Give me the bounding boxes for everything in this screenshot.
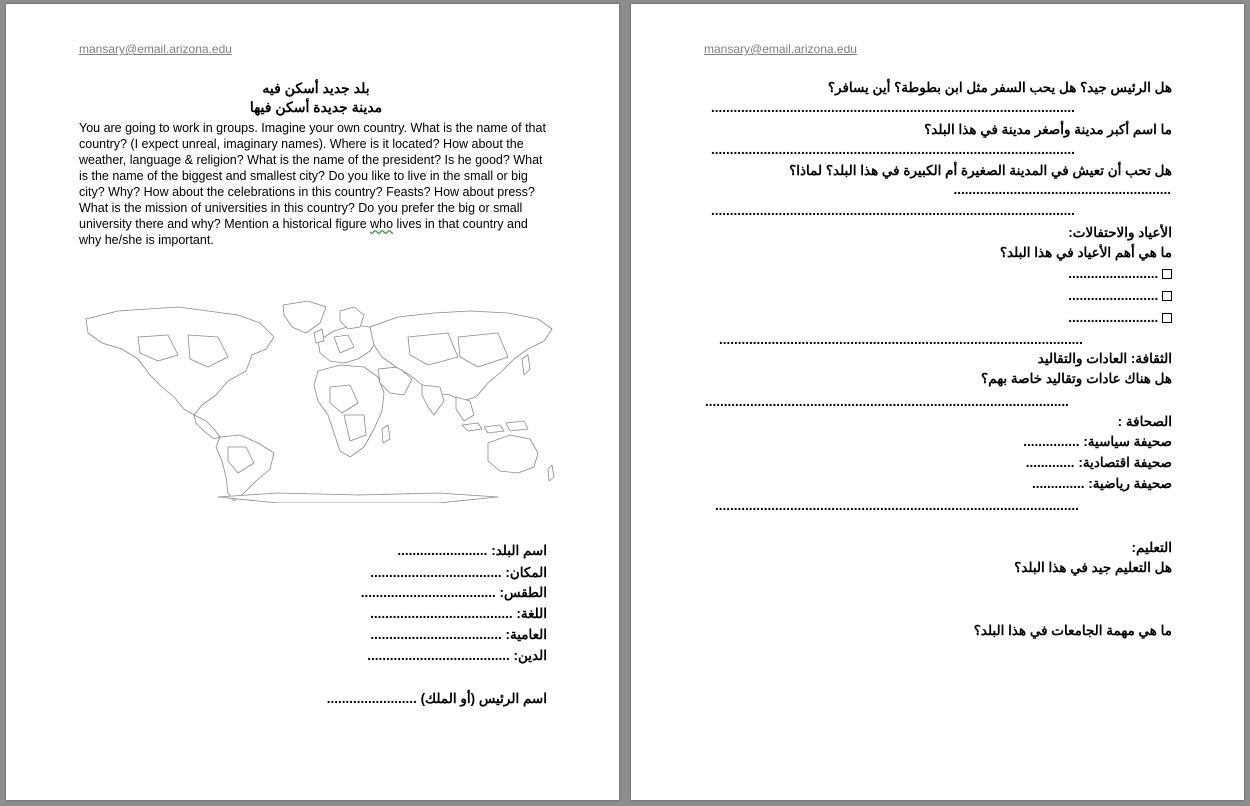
location-label: المكان: xyxy=(505,565,547,580)
feast-option-3[interactable] xyxy=(1068,310,1172,325)
spellcheck-word: who xyxy=(370,217,394,231)
feast-option-dots: ........................ xyxy=(1068,266,1159,281)
instructions-paragraph xyxy=(79,120,549,248)
religion-label: الدين: xyxy=(513,648,547,663)
education-heading: التعليم: xyxy=(1131,540,1172,555)
document-page-2 xyxy=(631,4,1244,800)
answer-line-6[interactable]: ................................................................................................. xyxy=(715,498,1079,513)
title-line-2: مدينة جديدة أسكن فيها xyxy=(249,99,383,115)
weather-field[interactable] xyxy=(361,585,547,601)
press-sports-label: صحيفة رياضية: xyxy=(1088,476,1172,491)
answer-line-3b[interactable]: ................................................................................................. xyxy=(711,203,1075,218)
press-political[interactable] xyxy=(1023,434,1172,450)
feast-option-1[interactable] xyxy=(1068,266,1172,281)
world-map-image xyxy=(78,297,556,503)
dialect-label: العامية: xyxy=(505,627,547,642)
culture-heading: الثقافة: العادات والتقاليد xyxy=(1037,351,1172,366)
country-name-label: اسم البلد: xyxy=(491,543,547,558)
checkbox-icon[interactable] xyxy=(1162,291,1172,301)
feast-option-dots: ........................ xyxy=(1068,288,1159,303)
checkbox-icon[interactable] xyxy=(1162,269,1172,279)
press-sports[interactable] xyxy=(1032,476,1172,492)
weather-dots: .................................... xyxy=(360,585,496,600)
feast-option-dots: ........................ xyxy=(1068,310,1159,325)
answer-line-4[interactable]: ................................................................................................. xyxy=(719,332,1083,347)
question-cities: ما اسم أكبر مدينة وأصغر مدينة في هذا البلد؟ xyxy=(924,122,1172,137)
language-label: اللغة: xyxy=(516,606,547,621)
dialect-field[interactable] xyxy=(370,627,547,643)
president-label: اسم الرئيس (أو الملك) xyxy=(420,691,547,706)
answer-line-2[interactable]: ................................................................................................. xyxy=(711,142,1075,157)
country-name-field[interactable] xyxy=(397,543,547,559)
weather-label: الطقس: xyxy=(499,585,547,600)
checkbox-icon[interactable] xyxy=(1162,313,1172,323)
religion-field[interactable] xyxy=(367,648,547,664)
education-question: هل التعليم جيد في هذا البلد؟ xyxy=(1014,560,1172,575)
press-sports-dots: .............. xyxy=(1031,476,1085,491)
title-line-1: بلد جديد أسكن فيه xyxy=(262,80,370,96)
language-dots: ...................................... xyxy=(370,606,513,621)
instructions-text: You are going to work in groups. Imagine your own country. What is the name of that country? (I expect unreal, imaginary names). Where is it located? How about the weather, language & religion? What is the name of the president? Is he good? What is the name of the biggest and smallest city? Do you like to live in the small or big city? Why? How about the celebrations in this country? Feasts? How about press? What is the mission of universities in this country? Do you prefer the big or small university there and why? Mention a historical figure xyxy=(79,121,546,231)
president-dots: ........................ xyxy=(326,691,417,706)
language-field[interactable] xyxy=(370,606,547,622)
answer-line-5[interactable]: ................................................................................................. xyxy=(705,394,1069,409)
press-political-dots: ............... xyxy=(1023,434,1080,449)
press-heading: الصحافة : xyxy=(1117,414,1172,429)
instructions-text-end: lives in that country and why he/she is important. xyxy=(79,217,528,247)
question-live: هل تحب أن تعيش في المدينة الصغيرة أم الكبيرة في هذا البلد؟ لماذا؟ xyxy=(789,163,1172,178)
dialect-dots: ................................... xyxy=(370,627,502,642)
feasts-heading: الأعياد والاحتفالات: xyxy=(1068,225,1172,240)
press-economic-dots: ............. xyxy=(1025,455,1075,470)
feasts-question: ما هي أهم الأعياد في هذا البلد؟ xyxy=(999,245,1172,260)
location-field[interactable] xyxy=(370,565,547,581)
location-dots: ................................... xyxy=(370,565,502,580)
president-field[interactable] xyxy=(327,691,547,707)
country-name-dots: ........................ xyxy=(397,543,488,558)
culture-question: هل هناك عادات وتقاليد خاصة بهم؟ xyxy=(981,371,1172,386)
question-president: هل الرئيس جيد؟ هل يحب السفر مثل ابن بطوطة؟ أين يسافر؟ xyxy=(827,80,1172,95)
header-email[interactable]: mansary@email.arizona.edu xyxy=(79,42,232,56)
answer-line-1[interactable]: ................................................................................................. xyxy=(711,100,1075,115)
press-economic[interactable] xyxy=(1026,455,1172,471)
header-email[interactable]: mansary@email.arizona.edu xyxy=(704,42,857,56)
answer-line-3a[interactable]: .......................................................... xyxy=(953,182,1171,197)
religion-dots: ...................................... xyxy=(367,648,510,663)
feast-option-2[interactable] xyxy=(1068,288,1172,303)
press-economic-label: صحيفة اقتصادية: xyxy=(1078,455,1172,470)
document-page-1 xyxy=(6,4,619,800)
press-political-label: صحيفة سياسية: xyxy=(1083,434,1172,449)
universities-question: ما هي مهمة الجامعات في هذا البلد؟ xyxy=(973,623,1172,638)
